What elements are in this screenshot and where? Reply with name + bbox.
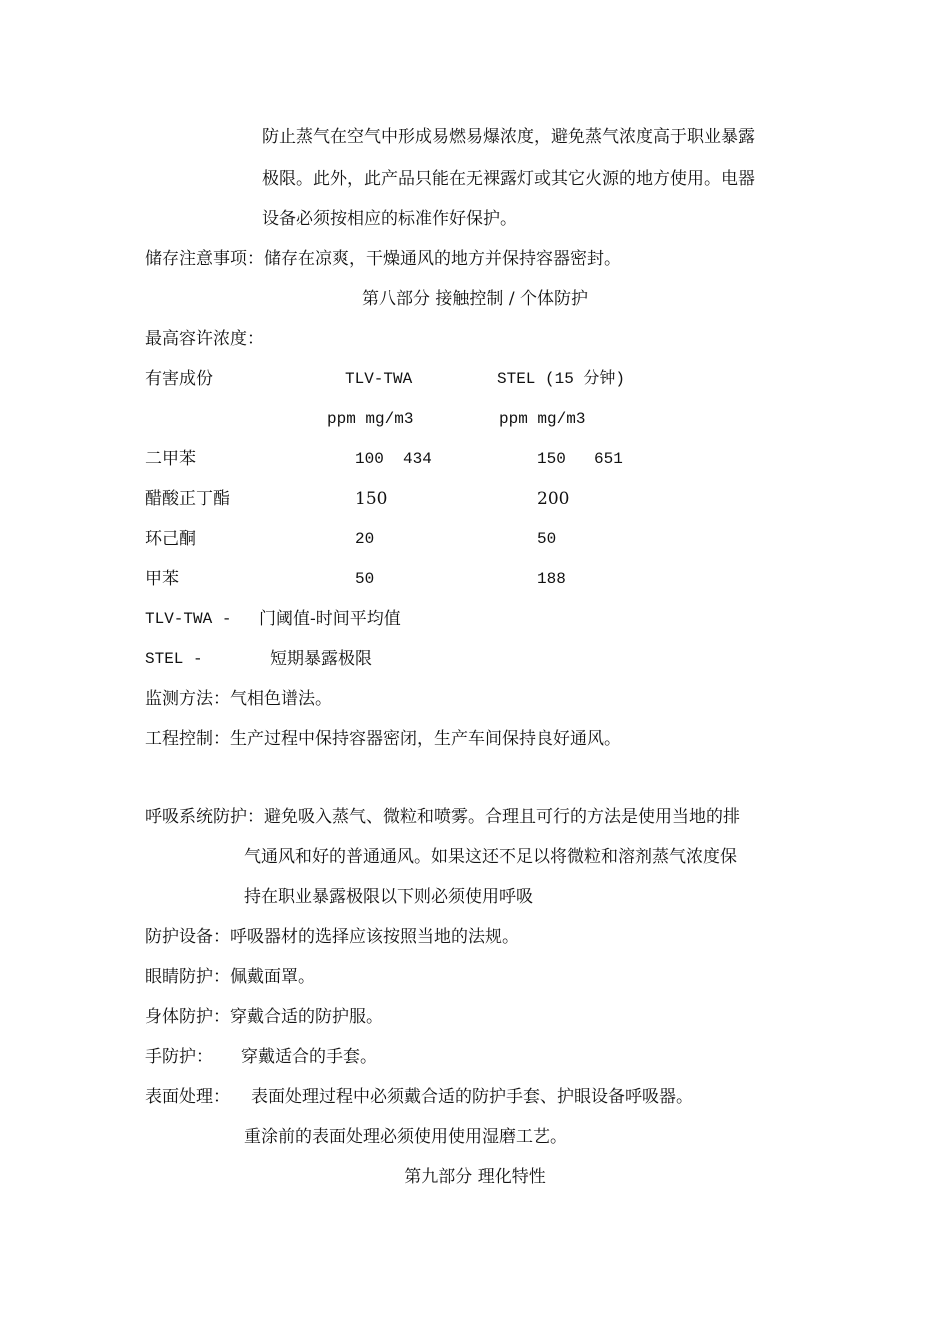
respiratory-label: 呼吸系统防护： <box>145 807 264 827</box>
hand-text: 穿戴适合的手套。 <box>241 1047 377 1067</box>
storage-label: 储存注意事项： <box>145 249 264 269</box>
surface-line-2: 重涂前的表面处理必须使用使用湿磨工艺。 <box>244 1127 567 1147</box>
engineering-line <box>145 728 621 750</box>
section9-title: 第九部分 理化特性 <box>404 1167 546 1187</box>
row-4-stel-ppm: 188 <box>537 570 566 588</box>
def-stel-abbr: STEL - <box>145 650 203 668</box>
monitoring-line <box>145 688 332 710</box>
body-text: 穿戴合适的防护服。 <box>230 1007 383 1027</box>
def-twa-abbr: TLV-TWA - <box>145 610 232 628</box>
row-1-twa-mg: 434 <box>403 450 432 468</box>
def-stel-text: 短期暴露极限 <box>270 649 372 669</box>
eye-label: 眼睛防护： <box>145 967 230 987</box>
row-3-twa-ppm: 20 <box>355 530 375 548</box>
surface-label: 表面处理： <box>145 1087 230 1107</box>
unit-twa: ppm mg/m3 <box>327 410 414 428</box>
eye-text: 佩戴面罩。 <box>230 967 315 987</box>
engineering-text: 生产过程中保持容器密闭，生产车间保持良好通风。 <box>230 729 621 749</box>
unit-stel: ppm mg/m3 <box>499 410 586 428</box>
row-2-twa-ppm: 150 <box>355 489 388 509</box>
def-twa-text: 门阈值-时间平均值 <box>259 609 401 629</box>
row-1-twa-ppm: 100 <box>355 450 384 468</box>
row-4-twa-ppm: 50 <box>355 570 375 588</box>
row-4-name: 甲苯 <box>145 569 179 589</box>
col-component: 有害成份 <box>145 369 213 389</box>
respiratory-text-1: 避免吸入蒸气、微粒和喷雾。合理且可行的方法是使用当地的排 <box>264 807 740 827</box>
row-1-name: 二甲苯 <box>145 449 196 469</box>
max-conc-label: 最高容许浓度： <box>145 329 264 349</box>
col-stel: STEL (15 分钟) <box>497 370 626 388</box>
row-3-name: 环己酮 <box>145 529 196 549</box>
row-3-stel-ppm: 50 <box>537 530 557 548</box>
eye-line <box>145 966 315 988</box>
equipment-label: 防护设备： <box>145 927 230 947</box>
equipment-text: 呼吸器材的选择应该按照当地的法规。 <box>230 927 519 947</box>
monitoring-text: 气相色谱法。 <box>230 689 332 709</box>
storage-text: 储存在凉爽，干燥通风的地方并保持容器密封。 <box>264 249 621 269</box>
col-twa: TLV-TWA <box>345 370 413 388</box>
equipment-line <box>145 926 519 948</box>
row-1-stel-mg: 651 <box>594 450 623 468</box>
intro-line-3: 设备必须按相应的标准作好保护。 <box>262 209 517 229</box>
respiratory-line-1 <box>145 806 740 828</box>
engineering-label: 工程控制： <box>145 729 230 749</box>
section8-title: 第八部分 接触控制 / 个体防护 <box>362 289 588 309</box>
body-line <box>145 1006 383 1028</box>
row-2-stel-ppm: 200 <box>537 489 570 509</box>
respiratory-line-3: 持在职业暴露极限以下则必须使用呼吸 <box>244 887 533 907</box>
intro-line-1: 防止蒸气在空气中形成易燃易爆浓度，避免蒸气浓度高于职业暴露 <box>262 127 755 147</box>
surface-line-1: 表面处理过程中必须戴合适的防护手套、护眼设备呼吸器。 <box>251 1087 693 1107</box>
monitoring-label: 监测方法： <box>145 689 230 709</box>
intro-line-2: 极限。此外，此产品只能在无裸露灯或其它火源的地方使用。电器 <box>262 169 755 189</box>
body-label: 身体防护： <box>145 1007 230 1027</box>
respiratory-line-2: 气通风和好的普通通风。如果这还不足以将微粒和溶剂蒸气浓度保 <box>244 847 737 867</box>
storage-line <box>145 248 621 270</box>
hand-label: 手防护： <box>145 1047 213 1067</box>
row-1-stel-ppm: 150 <box>537 450 566 468</box>
row-2-name: 醋酸正丁酯 <box>145 489 230 509</box>
